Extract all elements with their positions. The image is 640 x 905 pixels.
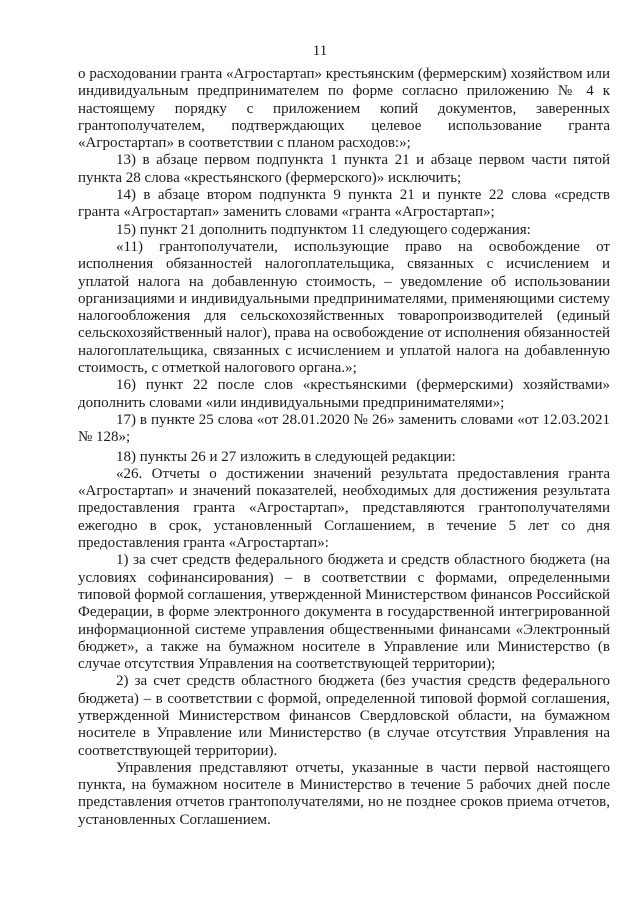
paragraph-item-13: 13) в абзаце первом подпункта 1 пункта 21 и абзаце первом части пятой пункта 28 слова «крестьянского (фермерского)» исключить;: [78, 152, 610, 186]
paragraph-item-17: 17) в пункте 25 слова «от 28.01.2020 № 26» заменить словами «от 12.03.2021 № 128»;: [78, 411, 610, 446]
paragraph-item-18: 18) пункты 26 и 27 изложить в следующей редакции:: [116, 448, 456, 465]
paragraph-item-15: 15) пункт 21 дополнить подпунктом 11 следующего содержания:: [116, 221, 531, 238]
paragraph-item-14: 14) в абзаце втором подпункта 9 пункта 21 и пункте 22 слова «средств гранта «Агростартап» заменить словами «гранта «Агростартап»;: [78, 187, 610, 221]
paragraph-continuation: о расходовании гранта «Агростартап» крестьянским (фермерским) хозяйством или индивидуальным предпринимателем по форме согласно приложению № 4 к настоящему порядку с приложением копий документов, заверенных грантополучателем, подтверждающих целевое использование гранта «Агростартап» в соответствии с планом расходов:»;: [78, 66, 610, 152]
document-body: [78, 66, 610, 829]
paragraph-subpoint-2: 2) за счет средств областного бюджета (без участия средств федерального бюджета) – в соответствии с формой, определенной типовой формой соглашения, утвержденной Министерством финансов Свердловской области, на бумажном носителе в Управление или Министерство (в случае отсутствия Управления на соответствующей территории).: [78, 673, 610, 759]
page-number: 11: [312, 43, 328, 59]
paragraph-item-16: 16) пункт 22 после слов «крестьянскими (фермерскими) хозяйствами» дополнить словами «или индивидуальными предпринимателями»;: [78, 377, 610, 411]
paragraph-subitem-11: «11) грантополучатели, использующие право на освобождение от исполнения обязанностей налогоплательщика, связанных с исчислением и уплатой налога на добавленную стоимость, – уведомление об использовании организациями и индивидуальными предпринимателями, применяющими систему налогообложения для сельскохозяйственных товаропроизводителей (единый сельскохозяйственный налог), права на освобождение от исполнения обязанностей налогоплательщика, связанных с исчислением и уплатой налога на добавленную стоимость, с отметкой налогового органа.»;: [78, 238, 611, 377]
paragraph-point-26: «26. Отчеты о достижении значений результата предоставления гранта «Агростартап» и значений показателей, необходимых для достижения результата предоставления гранта «Агростартап», представляются грантополучателями ежегодно в срок, установленный Соглашением, в течение 5 лет со дня предоставления гранта «Агростартап»:: [78, 465, 610, 552]
paragraph-subpoint-1: 1) за счет средств федерального бюджета и средств областного бюджета (на условиях софинансирования) – в соответствии с формами, определенными типовой формой соглашения, утвержденной Министерством финансов Российской Федерации, в форме электронного документа в государственной интегрированной информационной системе управления общественными финансами «Электронный бюджет», а также на бумажном носителе в Управление или Министерство (в случае отсутствия Управления на соответствующей территории);: [78, 552, 610, 673]
paragraph-reports: Управления представляют отчеты, указанные в части первой настоящего пункта, на бумажном носителе в Министерство в течение 5 рабочих дней после представления отчетов грантополучателями, но не позднее сроков приема отчетов, установленных Соглашением.: [78, 759, 610, 828]
